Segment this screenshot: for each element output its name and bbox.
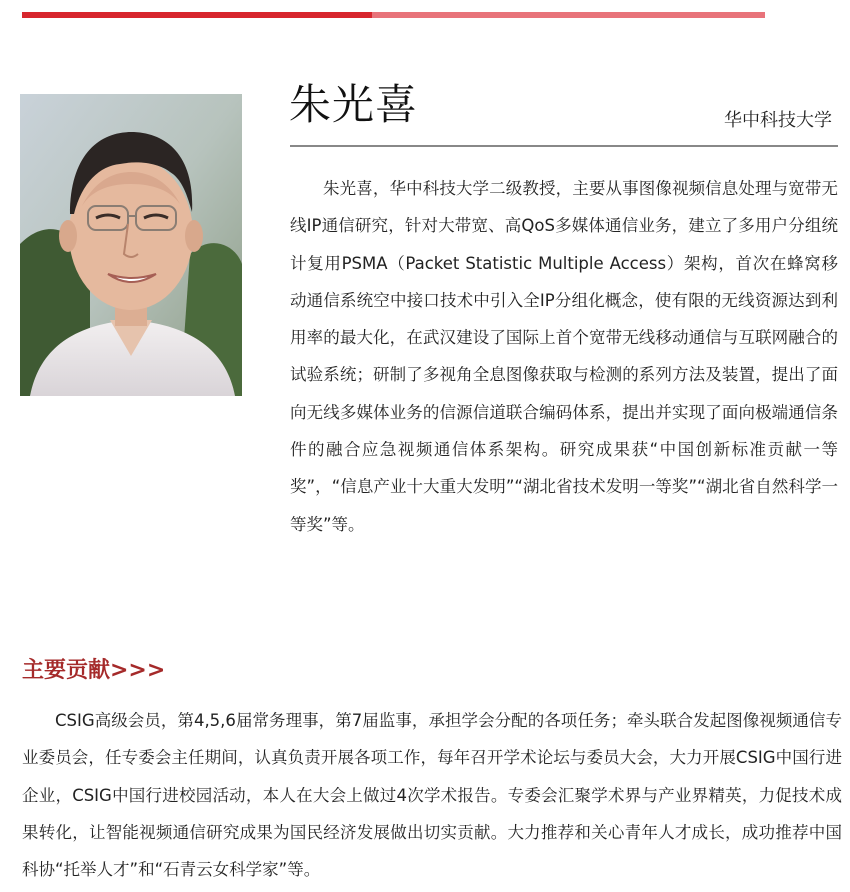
profile-bio: 朱光喜，华中科技大学二级教授，主要从事图像视频信息处理与宽带无线IP通信研究，针对大带宽、高QoS多媒体通信业务，建立了多用户分组统计复用PSMA（Packet Statistic Multiple Access）架构，首次在蜂窝移动通信系统空中接口技术中引入全IP分组化概念，使有限的无线资源达到利用率的最大化，在武汉建设了国际上首个宽带无线移动通信与互联网融合的试验系统；研制了多视角全息图像获取与检测的系列方法及装置，提出了面向无线多媒体业务的信源信道联合编码体系，提出并实现了面向极端通信条件的融合应急视频通信体系架构。研究成果获“中国创新标准贡献一等奖”，“信息产业十大重大发明”“湖北省技术发明一等奖”“湖北省自然科学一等奖”等。 [290, 179, 838, 534]
portrait-illustration [20, 94, 242, 396]
portrait-photo [20, 94, 242, 396]
profile-name: 朱光喜 [289, 80, 419, 129]
top-accent-bar [22, 12, 765, 18]
top-accent-bar-dark [22, 12, 372, 18]
name-divider [290, 145, 838, 147]
top-accent-bar-light [372, 12, 765, 18]
contributions-title: 主要贡献>>> [22, 658, 166, 683]
contributions-text: CSIG高级会员，第4,5,6届常务理事，第7届监事，承担学会分配的各项任务；牵头联合发起图像视频通信专业委员会，任专委会主任期间，认真负责开展各项工作，每年召开学术论坛与委员大会，大力开展CSIG中国行进企业，CSIG中国行进校园活动，本人在大会上做过4次学术报告。专委会汇聚学术界与产业界精英，力促技术成果转化，让智能视频通信研究成果为国民经济发展做出切实贡献。大力推荐和关心青年人才成长，成功推荐中国科协“托举人才”和“石青云女科学家”等。 [22, 711, 842, 880]
profile-affiliation: 华中科技大学 [724, 110, 832, 131]
